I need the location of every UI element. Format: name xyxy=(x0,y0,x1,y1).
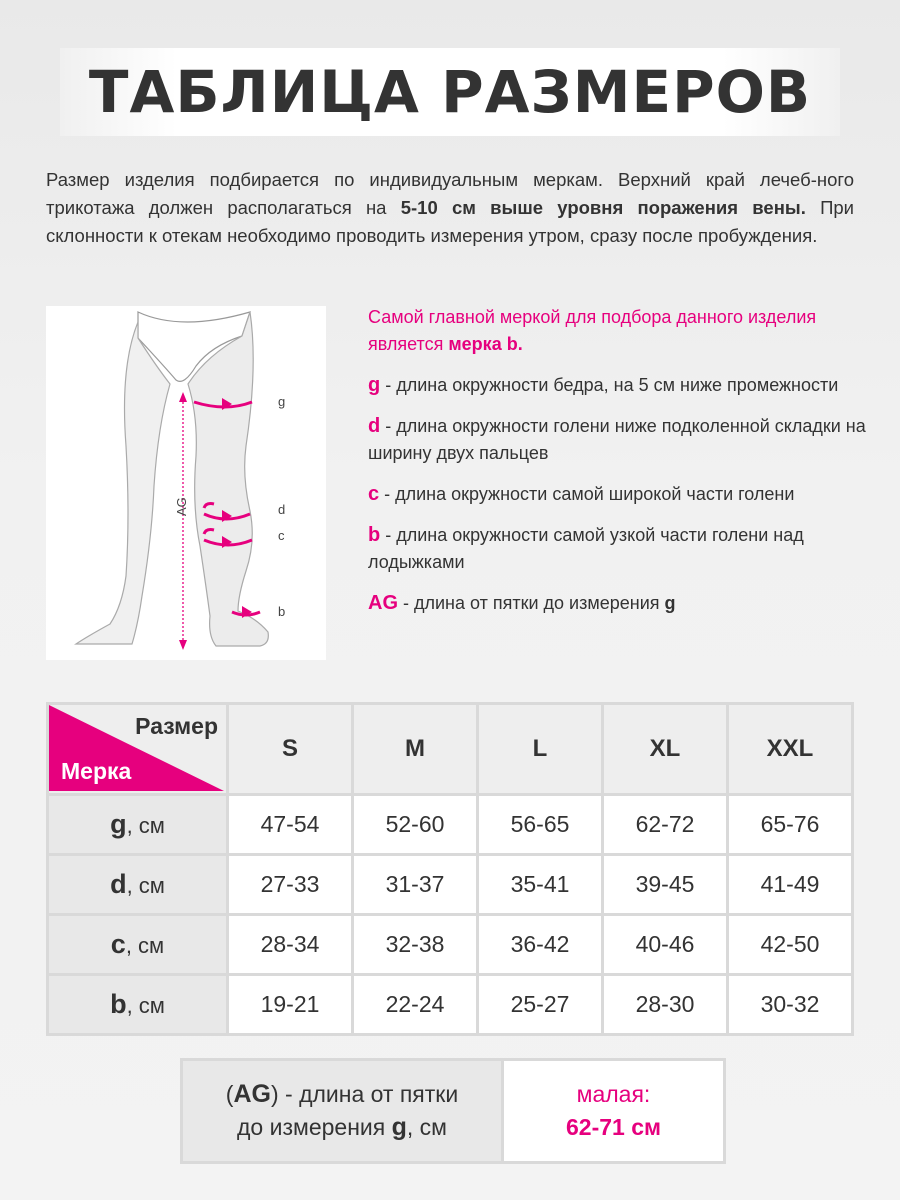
cell: 28-30 xyxy=(604,976,726,1033)
legend-item-g xyxy=(368,372,868,399)
intro-text-2: При склонности к отекам необходимо проводить измерения утром, сразу после пробуждения. xyxy=(46,197,854,246)
table-row-c xyxy=(49,916,851,973)
cell: 56-65 xyxy=(479,796,601,853)
table-row-b xyxy=(49,976,851,1033)
ag-value xyxy=(504,1061,723,1161)
cell: 27-33 xyxy=(229,856,351,913)
row-key: g xyxy=(110,809,127,839)
cell: 42-50 xyxy=(729,916,851,973)
intro-text-1: Размер изделия подбирается по индивидуальным меркам. Верхний край лечеб-ного трикотажа должен располагаться на xyxy=(46,169,854,218)
ag-g-key: g xyxy=(391,1113,407,1141)
ag-size-label: малая: xyxy=(576,1081,651,1107)
cell: 35-41 xyxy=(479,856,601,913)
measurement-legend xyxy=(368,304,868,631)
size-header-row xyxy=(49,705,851,793)
legend-item-d xyxy=(368,413,868,467)
cell: 30-32 xyxy=(729,976,851,1033)
size-table xyxy=(46,702,854,1036)
ag-length-box xyxy=(180,1058,726,1164)
size-header-xxl: XXL xyxy=(729,705,851,793)
label-d: d xyxy=(278,502,286,517)
row-unit: , см xyxy=(125,933,165,958)
ag-unit: , см xyxy=(406,1114,447,1140)
legend-item-b xyxy=(368,522,868,576)
corner-measure-label: Мерка xyxy=(61,758,132,784)
title-bar xyxy=(60,48,840,136)
label-c: c xyxy=(278,528,285,543)
legend-item-ag xyxy=(368,590,868,617)
ag-key: AG xyxy=(233,1080,271,1108)
size-header-s: S xyxy=(229,705,351,793)
row-unit: , см xyxy=(126,873,165,898)
row-label-d xyxy=(49,856,226,913)
legend-key: c xyxy=(368,483,380,505)
cell: 28-34 xyxy=(229,916,351,973)
cell: 36-42 xyxy=(479,916,601,973)
cell: 19-21 xyxy=(229,976,351,1033)
ag-description xyxy=(183,1061,501,1161)
label-g: g xyxy=(278,394,286,409)
page-title: ТАБЛИЦА РАЗМЕРОВ xyxy=(88,58,812,126)
main-note-bold: мерка b. xyxy=(448,334,523,354)
legend-text: - длина окружности бедра, на 5 см ниже промежности xyxy=(380,375,839,395)
size-header-xl: XL xyxy=(604,705,726,793)
size-header-l: L xyxy=(479,705,601,793)
legend-key: d xyxy=(368,415,381,437)
label-ag: AG xyxy=(174,497,189,516)
row-label-c xyxy=(49,916,226,973)
legend-key: b xyxy=(368,524,381,546)
cell: 62-72 xyxy=(604,796,726,853)
size-header-m: M xyxy=(354,705,476,793)
row-key: b xyxy=(110,989,127,1019)
legend-item-c xyxy=(368,481,868,508)
cell: 22-24 xyxy=(354,976,476,1033)
cell: 40-46 xyxy=(604,916,726,973)
legend-text: - длина от пятки до измерения xyxy=(398,593,665,613)
legend-text: - длина окружности голени ниже подколенной складки на ширину двух пальцев xyxy=(368,416,866,463)
main-measure-note xyxy=(368,304,868,358)
leg-diagram xyxy=(46,306,326,660)
cell: 32-38 xyxy=(354,916,476,973)
row-key: d xyxy=(110,869,127,899)
ag-open: ( xyxy=(225,1081,234,1107)
intro-bold: 5-10 см выше уровня поражения вены. xyxy=(400,197,806,218)
table-row-g xyxy=(49,796,851,853)
table-row-d xyxy=(49,856,851,913)
ag-size-value: 62-71 см xyxy=(565,1114,662,1140)
cell: 47-54 xyxy=(229,796,351,853)
leg-illustration xyxy=(46,306,326,660)
label-b: b xyxy=(278,604,286,619)
ag-line1: ) - длина от пятки xyxy=(270,1081,459,1107)
row-unit: , см xyxy=(126,993,165,1018)
corner-size-label: Размер xyxy=(135,713,218,739)
cell: 39-45 xyxy=(604,856,726,913)
main-note-text: Самой главной меркой для подбора данного изделия является xyxy=(368,307,817,354)
legend-key: AG xyxy=(368,592,398,614)
cell: 41-49 xyxy=(729,856,851,913)
intro-paragraph xyxy=(46,166,854,250)
cell: 52-60 xyxy=(354,796,476,853)
cell: 31-37 xyxy=(354,856,476,913)
row-key: c xyxy=(110,929,126,959)
row-unit: , см xyxy=(126,813,165,838)
ag-line2: до измерения xyxy=(237,1114,392,1140)
legend-text: - длина окружности самой узкой части голени над лодыжками xyxy=(368,525,804,572)
cell: 25-27 xyxy=(479,976,601,1033)
legend-key: g xyxy=(368,374,381,396)
legend-suffix: g xyxy=(664,593,676,613)
row-label-b xyxy=(49,976,226,1033)
legend-text: - длина окружности самой широкой части голени xyxy=(379,484,795,504)
row-label-g xyxy=(49,796,226,853)
table-corner xyxy=(49,705,226,793)
cell: 65-76 xyxy=(729,796,851,853)
